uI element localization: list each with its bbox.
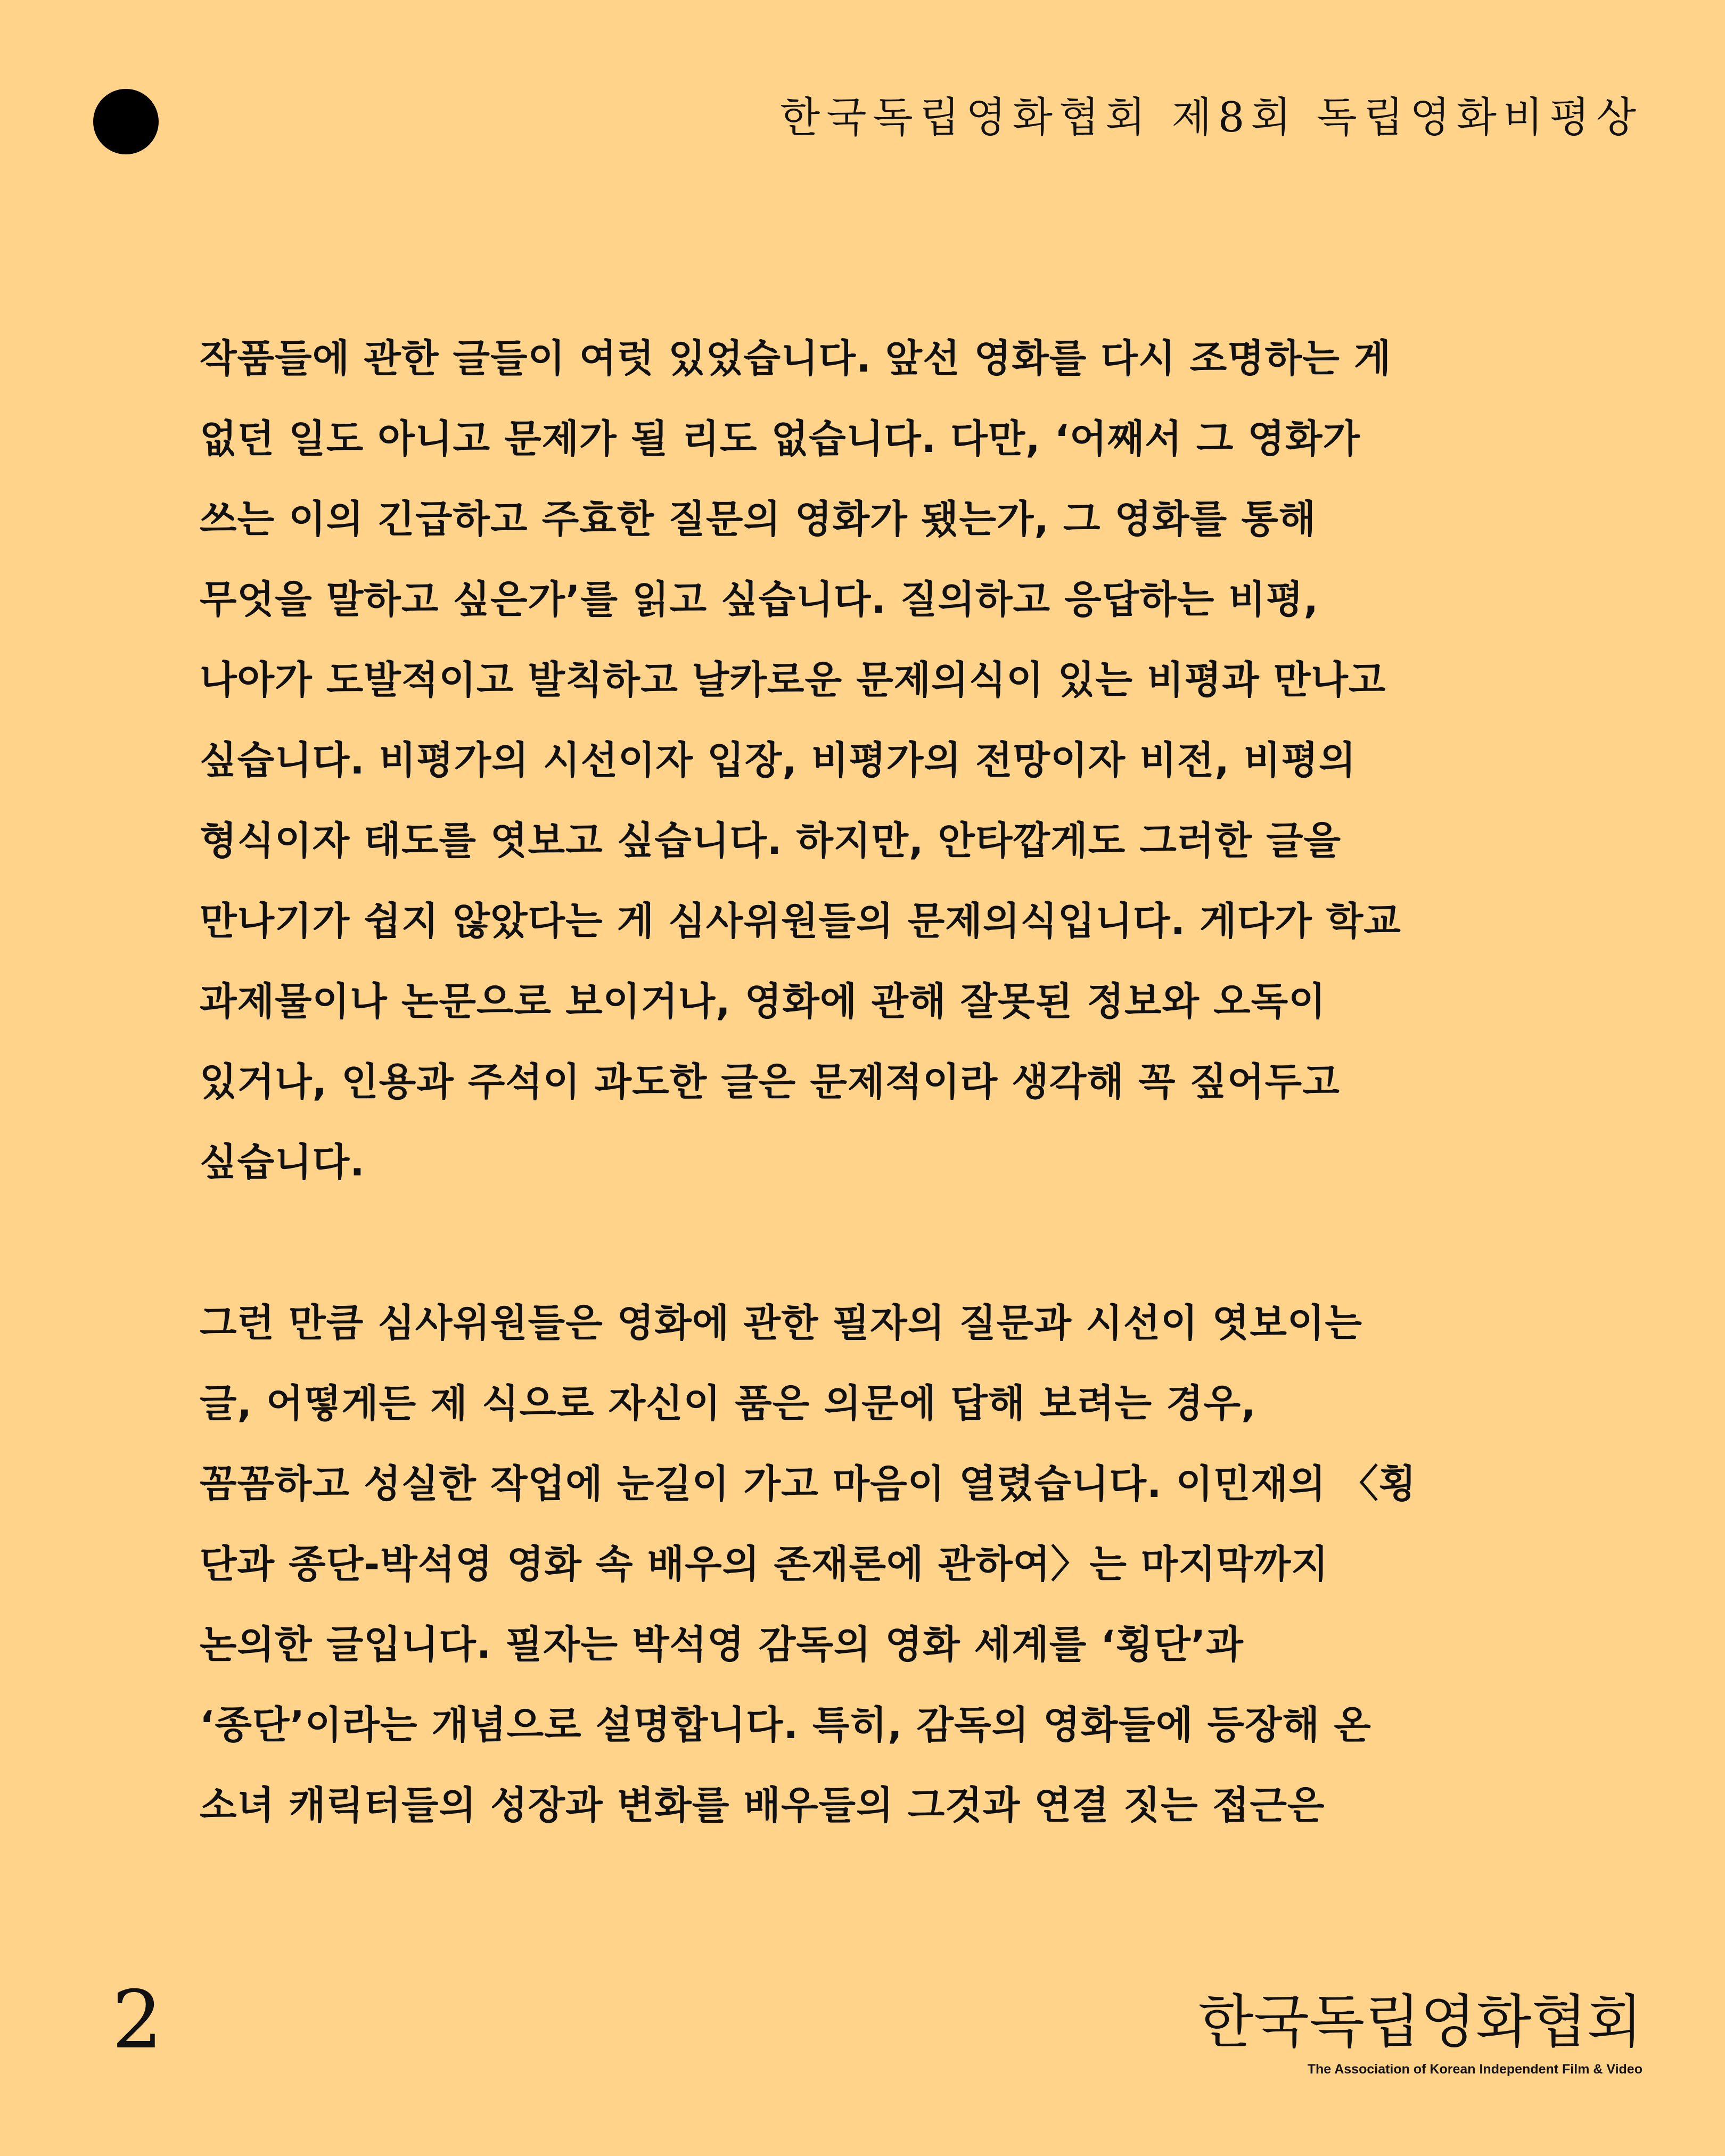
page-number: 2 — [112, 1974, 163, 2067]
text-line: 나아가 도발적이고 발칙하고 날카로운 문제의식이 있는 비평과 만나고 — [200, 657, 1386, 702]
black-circle-icon — [93, 89, 159, 154]
text-line: 싶습니다. 비평가의 시선이자 입장, 비평가의 전망이자 비전, 비평의 — [200, 738, 1357, 783]
text-line: 논의한 글입니다. 필자는 박석영 감독의 영화 세계를 ‘횡단’과 — [200, 1622, 1244, 1667]
text-line: 그런 만큼 심사위원들은 영화에 관한 필자의 질문과 시선이 엿보이는 — [200, 1301, 1362, 1345]
text-line: 만나기가 쉽지 않았다는 게 심사위원들의 문제의식입니다. 게다가 학교 — [200, 899, 1401, 943]
text-line: 작품들에 관한 글들이 여럿 있었습니다. 앞선 영화를 다시 조명하는 게 — [200, 336, 1392, 381]
text-line: 꼼꼼하고 성실한 작업에 눈길이 가고 마음이 열렸습니다. 이민재의 〈횡 — [200, 1461, 1417, 1506]
text-line: 무엇을 말하고 싶은가’를 읽고 싶습니다. 질의하고 응답하는 비평, — [200, 577, 1319, 622]
header-title: 한국독립영화협회 제8회 독립영화비평상 — [779, 94, 1642, 142]
text-line: 없던 일도 아니고 문제가 될 리도 없습니다. 다만, ‘어째서 그 영화가 — [200, 416, 1361, 461]
article-body — [200, 318, 1541, 1846]
text-line: 있거나, 인용과 주석이 과도한 글은 문제적이라 생각해 꼭 짚어두고 — [200, 1059, 1340, 1104]
text-line: 글, 어떻게든 제 식으로 자신이 품은 의문에 답해 보려는 경우, — [200, 1381, 1256, 1426]
text-line: 형식이자 태도를 엿보고 싶습니다. 하지만, 안타깝게도 그러한 글을 — [200, 818, 1342, 863]
paragraph-1 — [200, 318, 1541, 1203]
logo-korean-text: 한국독립영화협회 — [1198, 1989, 1642, 2055]
organization-logo — [1198, 1991, 1642, 2077]
text-line: 쓰는 이의 긴급하고 주효한 질문의 영화가 됐는가, 그 영화를 통해 — [200, 497, 1317, 541]
paragraph-2 — [200, 1283, 1541, 1846]
text-line: 소녀 캐릭터들의 성장과 변화를 배우들의 그것과 연결 짓는 접근은 — [200, 1783, 1325, 1828]
text-line: 과제물이나 논문으로 보이거나, 영화에 관해 잘못된 정보와 오독이 — [200, 979, 1326, 1024]
text-line: ‘종단’이라는 개념으로 설명합니다. 특히, 감독의 영화들에 등장해 온 — [200, 1702, 1371, 1747]
text-line: 단과 종단-박석영 영화 속 배우의 존재론에 관하여〉는 마지막까지 — [200, 1542, 1329, 1586]
text-line: 싶습니다. — [200, 1140, 365, 1184]
logo-english-text: The Association of Korean Independent Film & Video — [1307, 2061, 1642, 2077]
